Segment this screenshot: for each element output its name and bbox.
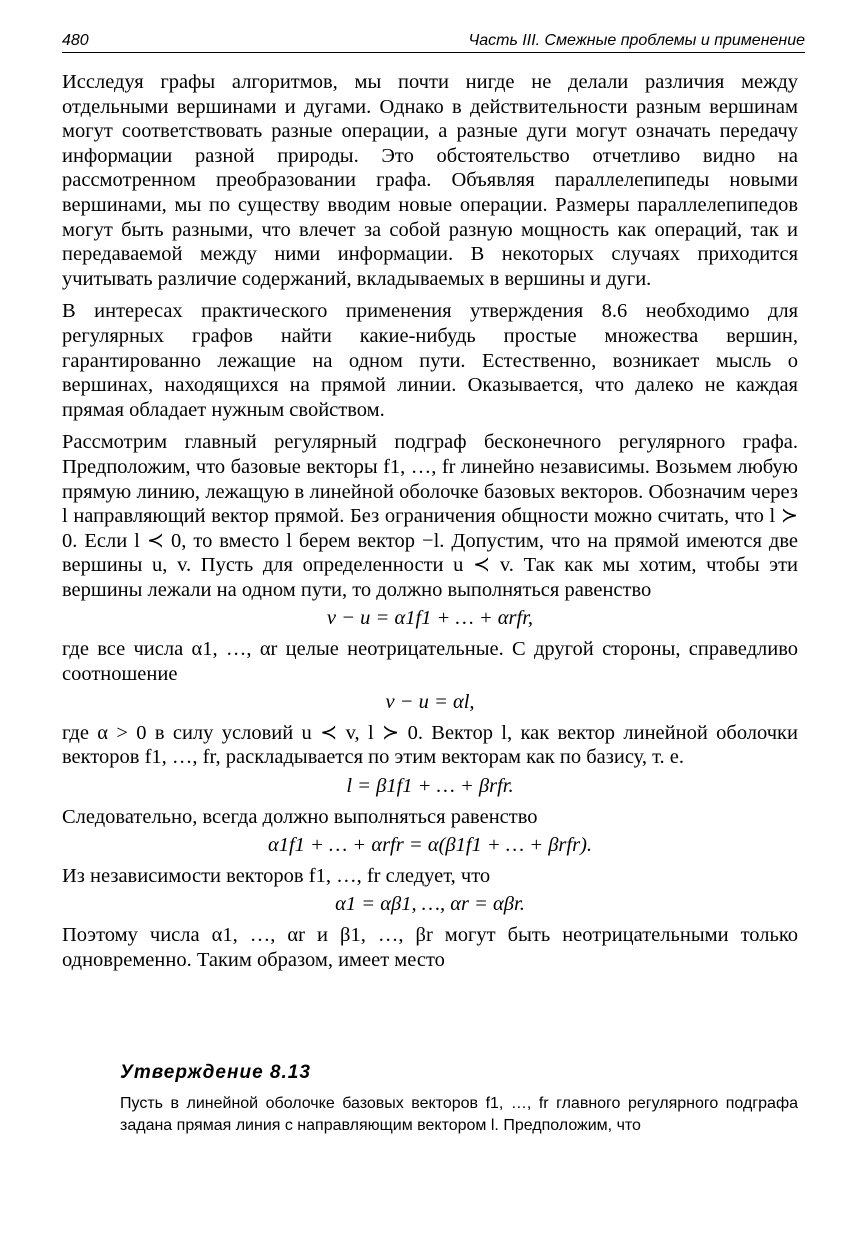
paragraph-7: Из независимости векторов f1, …, fr следует, что: [62, 864, 491, 887]
paragraph-5: где α > 0 в силу условий u ≺ v, l ≻ 0. Вектор l, как вектор линейной оболочки векторов f1, …, fr, раскладывается по этим векторам как по базису, т. е.: [62, 721, 798, 769]
equation-5: α1 = αβ1, …, αr = αβr.: [335, 893, 525, 916]
equation-4: α1f1 + … + αrfr = α(β1f1 + … + βrfr).: [267, 834, 593, 857]
paragraph-2: В интересах практического применения утверждения 8.6 необходимо для регулярных графов найти какие-нибудь простые множества вершин, гарантированно лежащие на одном пути. Естественно, возникает мысль о вершинах, находящихся на прямой линии. Оказывается, что далеко не каждая прямая обладает нужным свойством.: [62, 300, 798, 421]
chapter-title: Часть III. Смежные проблемы и применение: [468, 32, 805, 49]
paragraph-3: Рассмотрим главный регулярный подграф бесконечного регулярного графа. Предположим, что базовые векторы f1, …, fr линейно независимы. Возьмем любую прямую линию, лежащую в линейной оболочке базовых векторов. Обозначим через l направляющий вектор прямой. Без ограничения общности можно считать, что l ≻ 0. Если l ≺ 0, то вместо l берем вектор −l. Допустим, что на прямой имеются две вершины u, v. Пусть для определенности u ≺ v. Так как мы хотим, чтобы эти вершины лежали на одном пути, то должно выполняться равенство: [62, 431, 798, 601]
page-number: 480: [62, 32, 89, 49]
equation-3: l = β1f1 + … + βrfr.: [346, 775, 514, 798]
paragraph-8: Поэтому числа α1, …, αr и β1, …, βr могут быть неотрицательными только одновременно. Таким образом, имеет место: [62, 924, 798, 971]
equation-2: v − u = αl,: [385, 691, 475, 714]
paragraph-6: Следовательно, всегда должно выполняться равенство: [62, 805, 538, 828]
paragraph-4: где все числа α1, …, αr целые неотрицательные. С другой стороны, справедливо соотношение: [62, 638, 798, 685]
statement-heading: Утверждение 8.13: [120, 1062, 311, 1083]
running-header: [62, 30, 805, 53]
paragraph-1: Исследуя графы алгоритмов, мы почти нигде не делали различия между отдельными вершинами и дугами. Однако в действительности разным вершинам могут соответствовать разные операции, а разные дуги могут означать передачу информации разной природы. Это обстоятельство отчетливо видно на рассмотренном преобразовании графа. Объявляя параллелепипеды новыми вершинами, мы по существу вводим новые операции. Размеры параллелепипедов могут быть разными, что влечет за собой разную мощность как операций, так и передаваемой между ними информации. В некоторых случаях приходится учитывать различие содержаний, вкладываемых в вершины и дуги.: [62, 71, 798, 290]
statement-text: Пусть в линейной оболочке базовых векторов f1, …, fr главного регулярного подграфа задана прямая линия с направляющим вектором l. Предположим, что: [120, 1095, 798, 1134]
main-text: [62, 70, 798, 980]
equation-1: v − u = α1f1 + … + αrfr,: [326, 607, 534, 630]
